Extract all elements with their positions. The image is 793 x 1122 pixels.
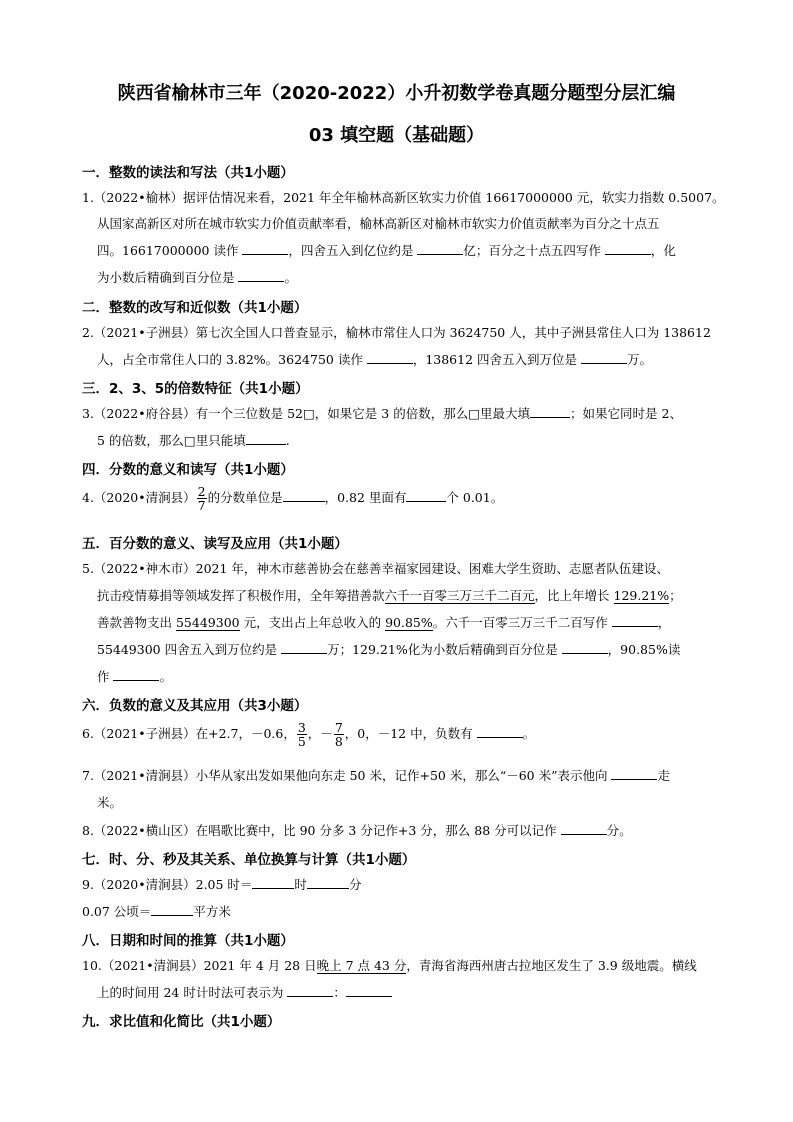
answer-blank[interactable]: [281, 641, 327, 654]
question-3-line-2: 5 的倍数，那么□里只能填 .: [97, 433, 290, 448]
fraction: $\frac{2}{7}$: [197, 484, 206, 513]
question-9-line-2: 0.07 公顷＝ 平方米: [82, 904, 231, 919]
answer-blank[interactable]: [242, 242, 288, 255]
answer-blank[interactable]: [151, 903, 193, 916]
answer-blank[interactable]: [406, 489, 446, 502]
answer-blank[interactable]: [238, 269, 284, 282]
answer-blank[interactable]: [113, 668, 159, 681]
answer-blank[interactable]: [612, 614, 658, 627]
answer-blank[interactable]: [562, 641, 608, 654]
section-heading: 三．2、3、5的倍数特征（共1小题）: [82, 381, 309, 397]
answer-blank[interactable]: [477, 725, 523, 738]
section-heading: 一．整数的读法和写法（共1小题）: [82, 165, 294, 181]
question-2-line-2: 人，占全市常住人口的 3.82%。3624750 读作 ，138612 四舍五入到万位是 万。: [97, 352, 652, 367]
answer-blank[interactable]: [252, 876, 294, 889]
section-heading: 九．求比值和化简比（共1小题）: [82, 1014, 281, 1030]
answer-blank[interactable]: [246, 432, 286, 445]
answer-blank[interactable]: [561, 822, 607, 835]
question-3-line-1: 3.（2022•府谷县）有一个三位数是 52□，如果它是 3 的倍数，那么□里最大填 ；如果它同时是 2、: [82, 406, 682, 421]
page-title: 陕西省榆林市三年（2020-2022）小升初数学卷真题分题型分层汇编: [117, 83, 676, 104]
question-10-line-2: 上的时间用 24 时计时法可表示为 ：: [97, 983, 392, 1001]
answer-blank[interactable]: [611, 767, 657, 780]
question-2-line-1: 2.（2021•子洲县）第七次全国人口普查显示，榆林市常住人口为 3624750 人，其中子洲县常住人口为 138612: [82, 325, 711, 340]
section-heading: 七．时、分、秒及其关系、单位换算与计算（共1小题）: [82, 852, 416, 868]
question-7-line-2: 米。: [97, 795, 123, 810]
answer-blank[interactable]: [307, 876, 349, 889]
section-heading: 八．日期和时间的推算（共1小题）: [82, 933, 294, 949]
question-5-line-4: 55449300 四舍五入到万位约是 万；129.21%化为小数后精确到百分位是 ，90.85%读: [97, 642, 681, 657]
answer-blank[interactable]: [367, 351, 413, 364]
section-heading: 二．整数的改写和近似数（共1小题）: [82, 300, 308, 316]
question-10-line-1: 10.（2021•清涧县）2021 年 4 月 28 日晚上 7 点 43 分，青海省海西州唐古拉地区发生了 3.9 级地震。横线: [82, 958, 697, 973]
question-1-line-4: 为小数后精确到百分位是 。: [97, 270, 297, 285]
section-heading: 五．百分数的意义、读写及应用（共1小题）: [82, 536, 348, 552]
answer-blank[interactable]: [346, 984, 392, 997]
question-6: 6.（2021•子洲县）在+2.7，－0.6， $\frac{3}{5}$ ，－ $\frac{7}{8}$ ，0，－12 中，负数有 。: [82, 720, 536, 749]
question-5-line-3: 善款善物支出 55449300 元，支出占上年总收入的 90.85%。六千一百零三万三千二百写作 ，: [97, 615, 671, 630]
question-8: 8.（2022•横山区）在唱歌比赛中，比 90 分多 3 分记作+3 分，那么 88 分可以记作 分。: [82, 823, 632, 838]
question-9-line-1: 9.（2020•清涧县）2.05 时＝ 时 分: [82, 877, 362, 892]
section-heading: 六．负数的意义及其应用（共3小题）: [82, 698, 308, 714]
answer-blank[interactable]: [605, 242, 651, 255]
question-5-line-5: 作 。: [97, 669, 172, 684]
section-heading: 四．分数的意义和读写（共1小题）: [82, 462, 294, 478]
question-4: 4.（2020•清涧县） $\frac{2}{7}$ 的分数单位是 ，0.82 里面有 个 0.01。: [82, 484, 504, 513]
answer-blank[interactable]: [581, 351, 627, 364]
fraction: $\frac{7}{8}$: [334, 720, 343, 749]
question-5-line-2: 抗击疫情募捐等领域发挥了积极作用，全年筹措善款六千一百零三万三千二百元，比上年增长 129.21%；: [97, 588, 682, 603]
answer-blank[interactable]: [287, 984, 333, 997]
answer-blank[interactable]: [417, 242, 463, 255]
question-7-line-1: 7.（2021•清涧县）小华从家出发如果他向东走 50 米，记作+50 米，那么“－60 米”表示他向 走: [82, 768, 670, 783]
fraction: $\frac{3}{5}$: [297, 720, 306, 749]
question-5-line-1: 5.（2022•神木市）2021 年，神木市慈善协会在慈善幸福家园建设、困难大学生资助、志愿者队伍建设、: [82, 561, 669, 576]
page-subtitle: 03 填空题（基础题）: [308, 125, 485, 146]
question-1-line-3: 四。16617000000 读作 ，四舍五入到亿位约是 亿；百分之十点五四写作 ，化: [97, 243, 676, 258]
question-1-line-1: 1.（2022•榆林）据评估情况来看，2021 年全年榆林高新区软实力价值 16617000000 元，软实力指数 0.5007。: [82, 190, 725, 205]
answer-blank[interactable]: [283, 489, 325, 502]
question-1-line-2: 从国家高新区对所在城市软实力价值贡献率看，榆林高新区对榆林市软实力价值贡献率为百分之十点五: [97, 216, 660, 231]
answer-blank[interactable]: [530, 405, 570, 418]
